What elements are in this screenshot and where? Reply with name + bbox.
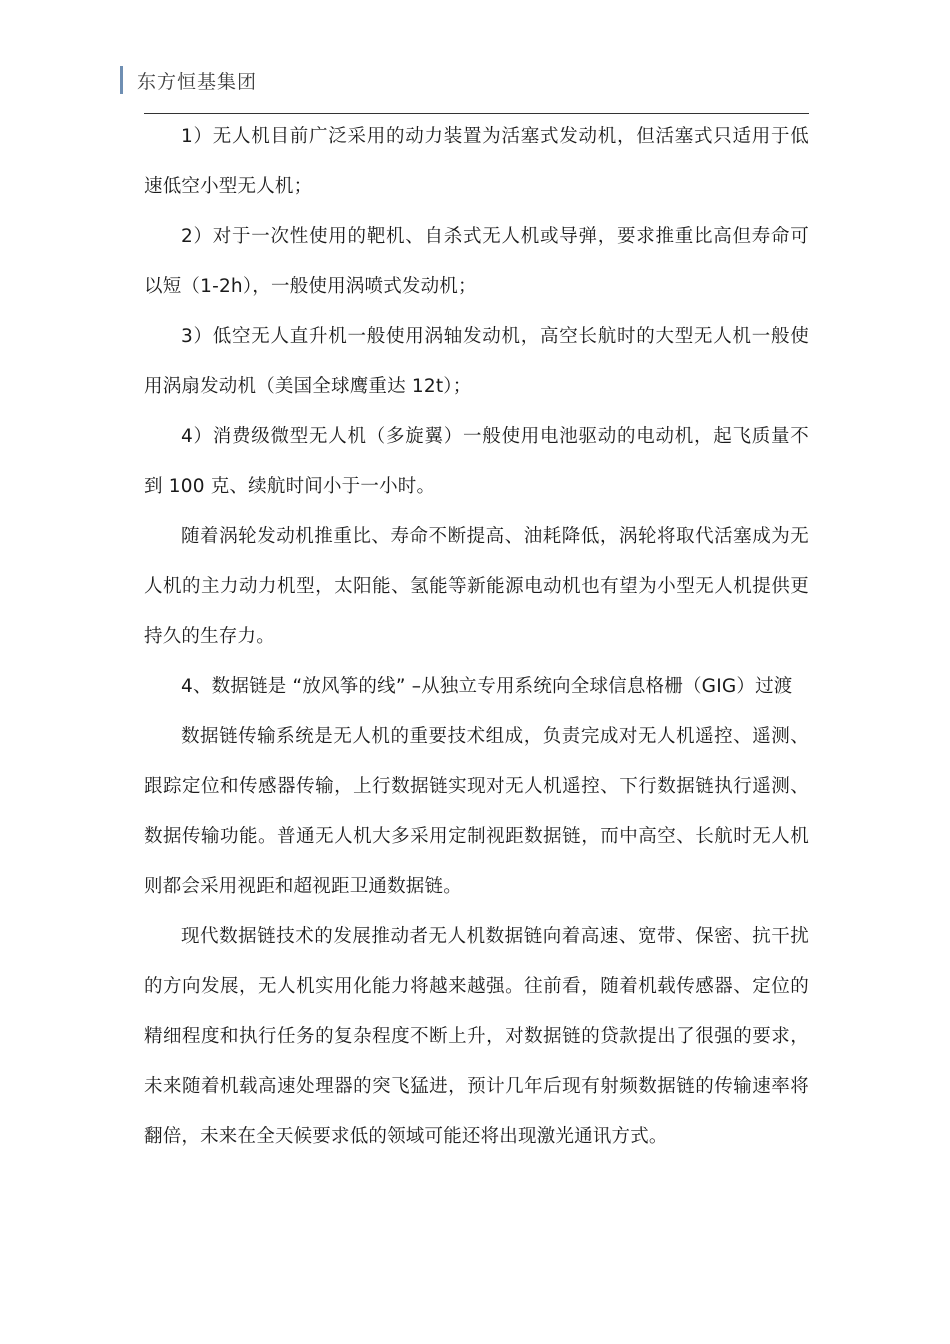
paragraph-turbine-trend: 随着涡轮发动机推重比、寿命不断提高、油耗降低，涡轮将取代活塞成为无人机的主力动力机型，太阳能、氢能等新能源电动机也有望为小型无人机提供更持久的生存力。 <box>144 526 809 647</box>
paragraph-data-link-development: 现代数据链技术的发展推动者无人机数据链向着高速、宽带、保密、抗干扰的方向发展，无人机实用化能力将越来越强。往前看，随着机载传感器、定位的精细程度和执行任务的复杂程度不断上升，对数据链的贷款提出了很强的要求，未来随着机载高速处理器的突飞猛进，预计几年后现有射频数据链的传输速率将翻倍，未来在全天候要求低的领域可能还将出现激光通讯方式。 <box>144 926 809 1147</box>
document-body <box>144 112 809 1162</box>
paragraph-piston-engine: 1）无人机目前广泛采用的动力装置为活塞式发动机，但活塞式只适用于低速低空小型无人机； <box>144 126 809 197</box>
section-heading-data-link: 4、数据链是 “放风筝的线” –从独立专用系统向全球信息格栅（GIG）过渡 <box>181 676 793 697</box>
page-header <box>120 64 257 96</box>
paragraph-data-link-system: 数据链传输系统是无人机的重要技术组成，负责完成对无人机遥控、遥测、跟踪定位和传感器传输，上行数据链实现对无人机遥控、下行数据链执行遥测、数据传输功能。普通无人机大多采用定制视距数据链，而中高空、长航时无人机则都会采用视距和超视距卫通数据链。 <box>144 726 809 897</box>
paragraph-electric-motor: 4）消费级微型无人机（多旋翼）一般使用电池驱动的电动机，起飞质量不到 100 克、续航时间小于一小时。 <box>144 426 809 497</box>
header-title: 东方恒基集团 <box>137 70 258 93</box>
paragraph-turboshaft-turbofan: 3）低空无人直升机一般使用涡轴发动机，高空长航时的大型无人机一般使用涡扇发动机（美国全球鹰重达 12t）； <box>144 326 809 397</box>
header-accent-bar <box>120 66 123 94</box>
paragraph-turbojet-engine: 2）对于一次性使用的靶机、自杀式无人机或导弹，要求推重比高但寿命可以短（1-2h），一般使用涡喷式发动机； <box>144 226 809 297</box>
